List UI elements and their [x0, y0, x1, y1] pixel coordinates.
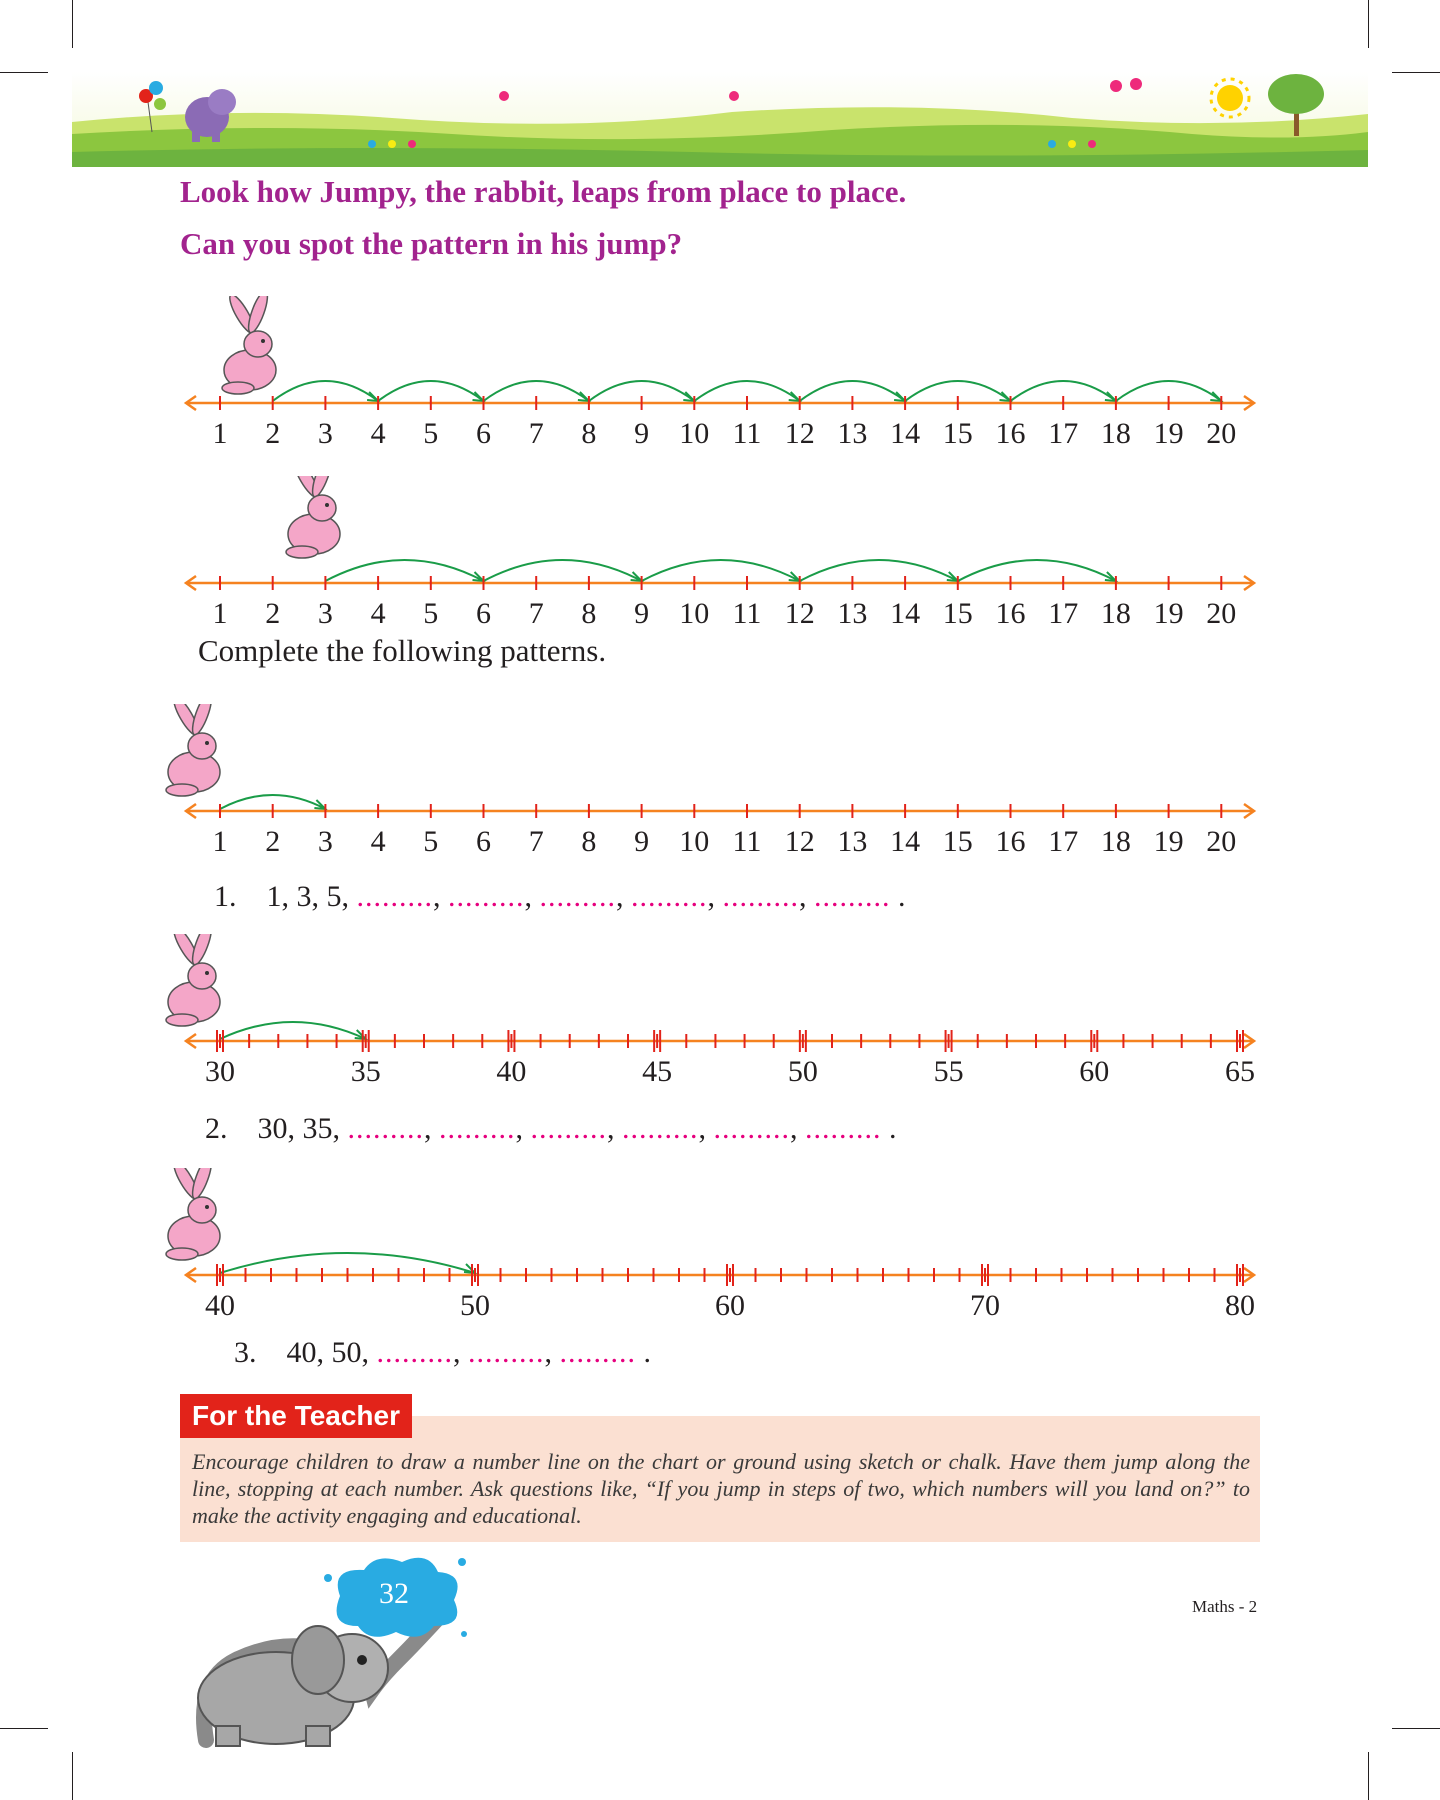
number-label: 1 — [212, 417, 228, 450]
jump-arc — [642, 560, 800, 581]
number-label: 40 — [496, 1055, 527, 1088]
answer-blank[interactable]: ......... — [805, 1112, 882, 1145]
crop-mark — [0, 1728, 48, 1729]
footer-subject: Maths - 2 — [1192, 1597, 1258, 1616]
number-label: 20 — [1206, 417, 1237, 450]
answer-blank[interactable]: ......... — [713, 1112, 790, 1145]
number-label: 18 — [1100, 597, 1131, 630]
number-label: 3 — [317, 825, 333, 858]
separator: , — [453, 1336, 468, 1369]
number-label: 18 — [1100, 417, 1131, 450]
number-label: 7 — [528, 417, 544, 450]
jump-arc — [800, 560, 958, 581]
number-label: 8 — [581, 417, 597, 450]
number-label: 11 — [732, 417, 762, 450]
number-label: 7 — [528, 597, 544, 630]
answer-blank[interactable]: ......... — [622, 1112, 699, 1145]
number-label: 1 — [212, 597, 228, 630]
answer-blank[interactable]: ......... — [814, 880, 891, 913]
number-label: 1 — [212, 825, 228, 858]
number-label: 14 — [890, 417, 921, 450]
number-label: 12 — [784, 417, 815, 450]
jump-arrowhead — [894, 392, 905, 401]
number-label: 19 — [1153, 417, 1184, 450]
number-label: 5 — [423, 417, 439, 450]
number-label: 13 — [837, 597, 868, 630]
number-label: 20 — [1206, 825, 1237, 858]
number-label: 16 — [995, 597, 1026, 630]
number-label: 17 — [1048, 417, 1079, 450]
number-label: 50 — [460, 1289, 490, 1322]
number-label: 80 — [1225, 1289, 1255, 1322]
rabbit-icon — [166, 1168, 220, 1260]
number-label: 8 — [581, 597, 597, 630]
separator: . — [636, 1336, 651, 1369]
number-label: 6 — [476, 825, 491, 858]
number-label: 5 — [423, 597, 439, 630]
answer-blank[interactable]: ......... — [448, 880, 525, 913]
number-label: 9 — [634, 417, 650, 450]
number-label: 17 — [1048, 825, 1079, 858]
number-label: 10 — [679, 597, 710, 630]
rabbit-icon — [286, 476, 340, 558]
number-label: 16 — [995, 825, 1026, 858]
crop-mark — [1368, 1752, 1369, 1800]
number-label: 2 — [265, 597, 281, 630]
page-number: 32 — [379, 1577, 409, 1610]
number-label: 15 — [942, 597, 973, 630]
number-label: 50 — [787, 1055, 818, 1088]
separator: , — [790, 1112, 805, 1145]
number-label: 30 — [205, 1055, 235, 1088]
crop-mark — [0, 72, 48, 73]
number-label: 4 — [370, 825, 386, 858]
answer-blank[interactable]: ......... — [559, 1336, 636, 1369]
number-label: 13 — [837, 417, 868, 450]
number-label: 4 — [370, 597, 386, 630]
number-line-jumps-of-three — [180, 476, 1260, 636]
given-terms: 30, 35, — [257, 1112, 348, 1145]
separator: , — [707, 880, 723, 913]
number-label: 14 — [890, 597, 921, 630]
answer-blank[interactable]: ......... — [468, 1336, 545, 1369]
number-label: 8 — [581, 825, 597, 858]
heading-line-1: Look how Jumpy, the rabbit, leaps from place to place. — [180, 174, 907, 209]
number-label: 70 — [970, 1289, 1000, 1322]
header-banner — [72, 72, 1368, 167]
exercise-3 — [234, 1336, 651, 1370]
heading-line-2: Can you spot the pattern in his jump? — [180, 226, 683, 261]
number-label: 60 — [715, 1289, 745, 1322]
number-label: 18 — [1100, 825, 1131, 858]
number-label: 16 — [995, 417, 1026, 450]
separator: , — [524, 880, 540, 913]
crop-mark — [72, 1752, 73, 1800]
crop-mark — [1368, 0, 1369, 48]
number-label: 40 — [205, 1289, 235, 1322]
jump-arrowhead — [683, 392, 694, 401]
number-label: 5 — [423, 825, 439, 858]
number-label: 12 — [784, 825, 815, 858]
jump-arrowhead — [473, 392, 484, 401]
number-label: 2 — [265, 417, 281, 450]
number-line-exercise-1 — [160, 704, 1260, 864]
answer-blank[interactable]: ......... — [530, 1112, 607, 1145]
separator: , — [515, 1112, 531, 1145]
number-label: 9 — [634, 825, 650, 858]
separator: , — [544, 1336, 560, 1369]
number-line-exercise-3 — [160, 1168, 1260, 1328]
number-label: 14 — [890, 825, 921, 858]
number-label: 45 — [642, 1055, 673, 1088]
number-label: 55 — [933, 1055, 964, 1088]
jump-arrowhead — [367, 392, 378, 401]
jump-arc — [958, 560, 1116, 581]
number-label: 19 — [1153, 597, 1184, 630]
given-terms: 1, 3, 5, — [266, 880, 357, 913]
number-label: 6 — [476, 597, 491, 630]
number-label: 20 — [1206, 597, 1237, 630]
exercise-number: 2. — [205, 1112, 258, 1145]
given-terms: 40, 50, — [286, 1336, 377, 1369]
teacher-note-text: Encourage children to draw a number line on the chart or ground using sketch or chalk. Have them jump along the line, stopping at each number. Ask questions like, “If you jump in steps of two, which numbers will you land on?” to make the activity engaging and educational. — [192, 1449, 1250, 1528]
jump-arrowhead — [789, 392, 800, 401]
number-label: 6 — [476, 417, 491, 450]
rabbit-icon — [166, 934, 220, 1026]
teacher-label: For the Teacher — [180, 1394, 412, 1438]
separator: , — [616, 880, 631, 913]
exercise-2 — [205, 1112, 897, 1146]
rabbit-icon — [222, 296, 276, 394]
answer-blank[interactable]: ......... — [376, 1336, 453, 1369]
number-label: 7 — [528, 825, 544, 858]
number-label: 10 — [679, 417, 710, 450]
number-label: 9 — [634, 597, 650, 630]
answer-blank[interactable]: ......... — [722, 880, 799, 913]
jump-arrowhead — [1105, 392, 1116, 401]
separator: , — [698, 1112, 714, 1145]
jump-arc — [220, 1022, 366, 1039]
instruction-text: Complete the following patterns. — [198, 633, 607, 668]
number-label: 65 — [1225, 1055, 1255, 1088]
answer-blank[interactable]: ......... — [539, 880, 616, 913]
number-line-jumps-of-two — [180, 296, 1260, 456]
separator: . — [881, 1112, 897, 1145]
number-label: 10 — [679, 825, 710, 858]
number-label: 35 — [350, 1055, 381, 1088]
answer-blank[interactable]: ......... — [631, 880, 708, 913]
number-label: 15 — [942, 417, 973, 450]
separator: , — [799, 880, 814, 913]
answer-blank[interactable]: ......... — [347, 1112, 424, 1145]
number-label: 11 — [732, 825, 762, 858]
number-label: 11 — [732, 597, 762, 630]
jump-arc — [325, 560, 483, 581]
jump-arrowhead — [578, 392, 589, 401]
crop-mark — [1392, 1728, 1440, 1729]
jump-arrowhead — [1000, 392, 1011, 401]
jump-arrowhead — [464, 1264, 475, 1273]
number-label: 3 — [317, 597, 333, 630]
separator: . — [890, 880, 906, 913]
crop-mark — [1392, 72, 1440, 73]
number-label: 4 — [370, 417, 386, 450]
number-label: 60 — [1079, 1055, 1110, 1088]
answer-blank[interactable]: ......... — [356, 880, 433, 913]
number-label: 13 — [837, 825, 868, 858]
jump-arc — [484, 560, 642, 581]
rabbit-icon — [166, 704, 220, 796]
exercise-number: 1. — [214, 880, 267, 913]
number-line-exercise-2 — [160, 934, 1260, 1094]
number-label: 2 — [265, 825, 281, 858]
separator: , — [433, 880, 448, 913]
exercise-1 — [214, 880, 906, 914]
number-label: 17 — [1048, 597, 1079, 630]
crop-mark — [72, 0, 73, 48]
separator: , — [607, 1112, 622, 1145]
separator: , — [424, 1112, 439, 1145]
number-label: 15 — [942, 825, 973, 858]
answer-blank[interactable]: ......... — [439, 1112, 516, 1145]
number-label: 19 — [1153, 825, 1184, 858]
number-label: 3 — [317, 417, 333, 450]
exercise-number: 3. — [234, 1336, 287, 1369]
number-label: 12 — [784, 597, 815, 630]
jump-arrowhead — [1210, 392, 1221, 401]
